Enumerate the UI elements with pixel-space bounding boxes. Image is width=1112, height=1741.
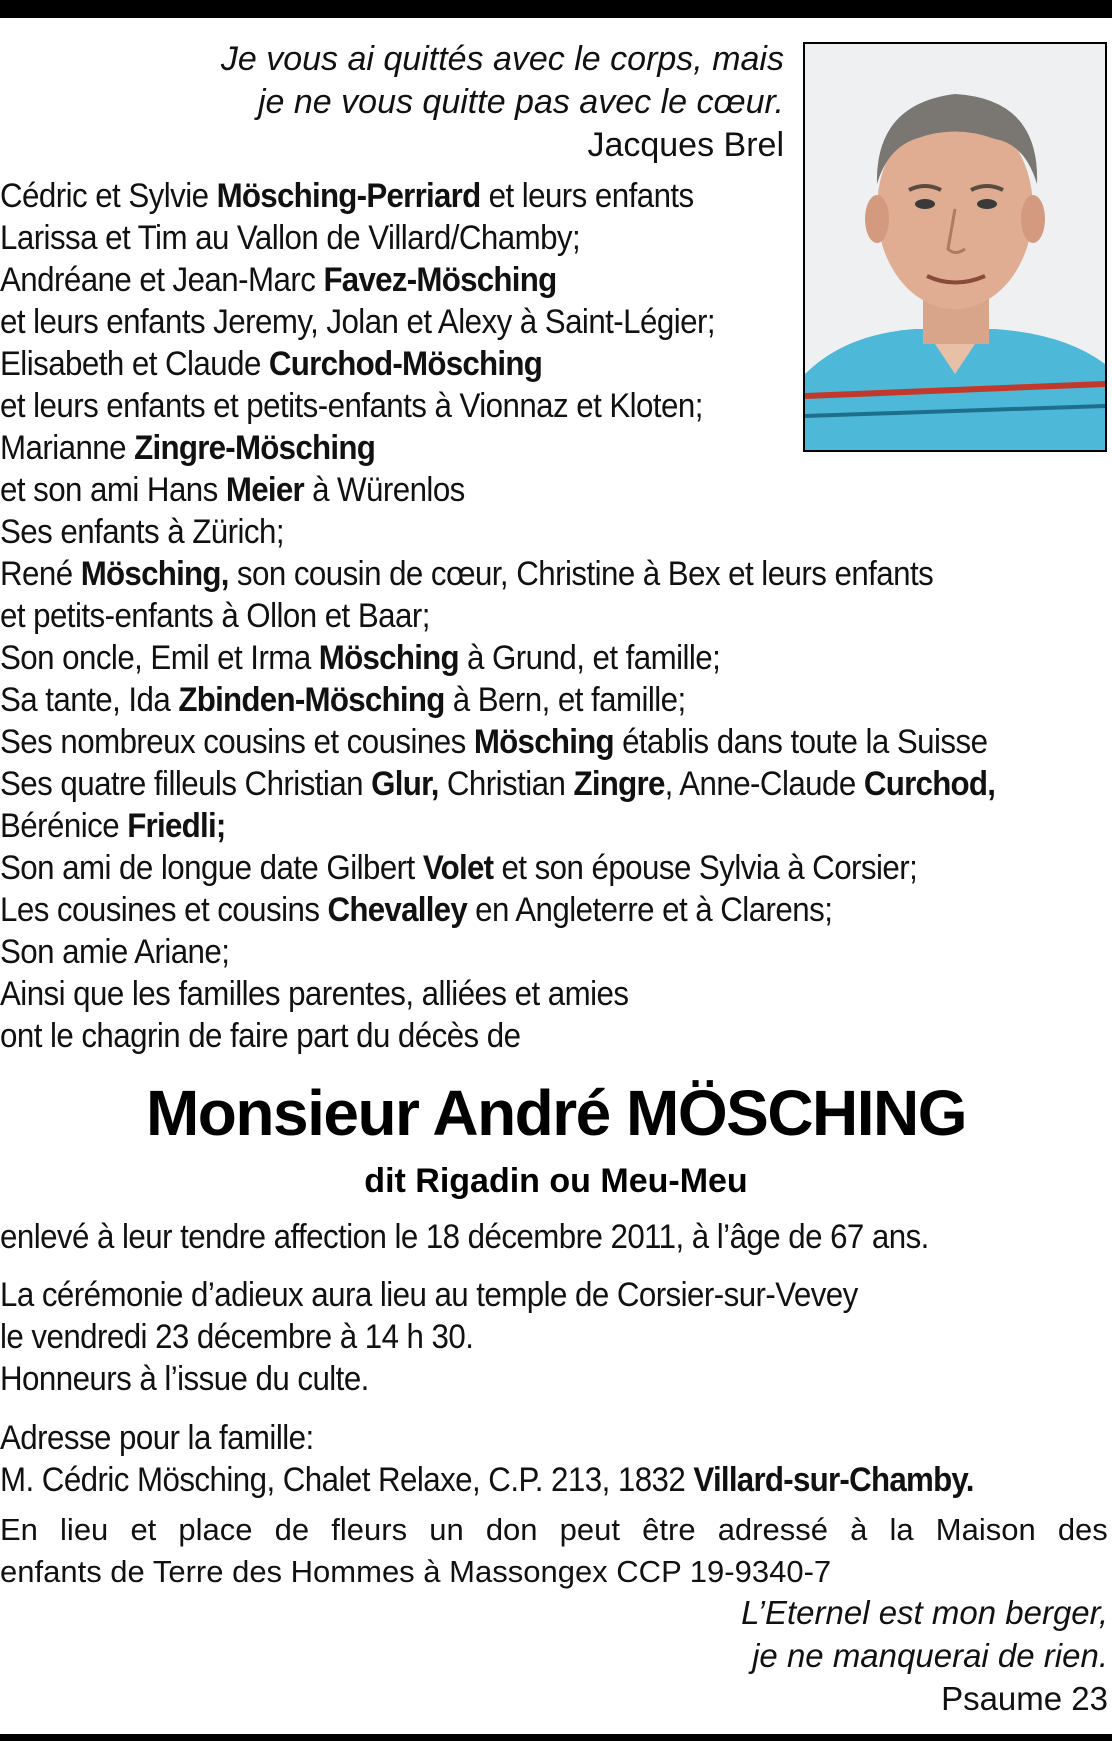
family-name-bold: Mösching [318, 639, 459, 677]
donation-block [0, 1509, 1108, 1593]
family-name-bold: Mösching-Perriard [216, 177, 481, 215]
family-text: Bérénice [0, 807, 128, 845]
family-name-bold: Zingre [573, 765, 665, 803]
family-line [0, 973, 1023, 1015]
ceremony-line: le vendredi 23 décembre à 14 h 30. [0, 1318, 474, 1356]
family-line [0, 763, 1023, 805]
address-block [0, 1417, 974, 1501]
family-text: Christian [438, 765, 574, 803]
family-name-bold: Glur, [371, 765, 439, 803]
death-notice [0, 1216, 929, 1258]
family-line [0, 343, 1023, 385]
quote-author: Jacques Brel [587, 126, 784, 164]
family-text: Sa tante, Ida [0, 681, 179, 719]
family-name-bold: Volet [422, 849, 494, 887]
address-label: Adresse pour la famille: [0, 1419, 314, 1457]
family-text: Larissa et Tim au Vallon de Villard/Chamby; [0, 219, 581, 257]
family-line [0, 805, 1023, 847]
quote-line: je ne vous quitte pas avec le cœur. [257, 83, 784, 121]
family-text: son cousin de cœur, Christine à Bex et leurs enfants [228, 555, 934, 593]
family-text: Son amie Ariane; [0, 933, 230, 971]
family-text: en Angleterre et à Clarens; [466, 891, 833, 929]
donation-line: enfants de Terre des Hommes à Massongex CCP 19-9340-7 [0, 1554, 832, 1589]
address-street: M. Cédric Mösching, Chalet Relaxe, C.P. 213, 1832 [0, 1461, 694, 1499]
family-text: Son oncle, Emil et Irma [0, 639, 319, 677]
donation-word: à [850, 1512, 868, 1547]
family-name-bold: Chevalley [327, 891, 467, 929]
family-text: Ainsi que les familles parentes, alliées et amies [0, 975, 629, 1013]
address-line [0, 1459, 974, 1501]
family-text: ont le chagrin de faire part du décès de [0, 1017, 521, 1055]
family-line [0, 637, 1023, 679]
donation-line [0, 1509, 1108, 1551]
family-name-bold: Mösching, [80, 555, 229, 593]
family-text: Les cousines et cousins [0, 891, 328, 929]
family-name-bold: Favez-Mösching [323, 261, 557, 299]
family-text: et leurs enfants [480, 177, 694, 215]
donation-word: la [889, 1512, 914, 1547]
top-rule [0, 0, 1112, 18]
family-line [0, 1015, 1023, 1057]
family-name-bold: Curchod, [863, 765, 996, 803]
family-text: Andréane et Jean-Marc [0, 261, 324, 299]
family-line [0, 679, 1023, 721]
closing-quote [500, 1591, 1108, 1720]
family-line [0, 427, 1023, 469]
donation-word: peut [559, 1512, 621, 1547]
family-line [0, 931, 1023, 973]
ceremony-line: La cérémonie d’adieux aura lieu au temple de Corsier-sur-Vevey [0, 1276, 858, 1314]
donation-word: don [485, 1512, 538, 1547]
family-line [0, 553, 1023, 595]
family-line [0, 889, 1023, 931]
donation-word: place [178, 1512, 253, 1547]
family-line [0, 385, 1023, 427]
family-line [0, 217, 1023, 259]
deceased-nickname: dit Rigadin ou Meu-Meu [364, 1162, 748, 1200]
family-text: et leurs enfants et petits-enfants à Vionnaz et Kloten; [0, 387, 703, 425]
family-text: Elisabeth et Claude [0, 345, 269, 383]
family-name-bold: Meier [225, 471, 304, 509]
quote-line: Je vous ai quittés avec le corps, mais [220, 40, 784, 78]
family-name-bold: Zbinden-Mösching [178, 681, 445, 719]
family-text: Cédric et Sylvie [0, 177, 217, 215]
family-line [0, 847, 1023, 889]
family-name-bold: Mösching [473, 723, 614, 761]
donation-word: des [1057, 1512, 1108, 1547]
family-text: à Bern, et famille; [444, 681, 686, 719]
family-name-bold: Friedli; [127, 807, 226, 845]
death-notice-text: enlevé à leur tendre affection le 18 décembre 2011, à l’âge de 67 ans. [0, 1218, 929, 1256]
donation-word: En [0, 1512, 38, 1547]
family-text: Son ami de longue date Gilbert [0, 849, 423, 887]
family-line [0, 595, 1023, 637]
family-text: Ses enfants à Zürich; [0, 513, 284, 551]
family-name-bold: Zingre-Mösching [134, 429, 376, 467]
family-line [0, 175, 1023, 217]
family-list [0, 175, 1023, 1057]
family-text: et son épouse Sylvia à Corsier; [493, 849, 918, 887]
family-text: René [0, 555, 81, 593]
family-text: établis dans toute la Suisse [613, 723, 988, 761]
family-name-bold: Curchod-Mösching [268, 345, 543, 383]
ceremony-block [0, 1274, 858, 1400]
donation-word: adressé [717, 1512, 828, 1547]
bottom-rule [0, 1734, 1112, 1741]
donation-word: et [130, 1512, 157, 1547]
family-text: à Würenlos [303, 471, 465, 509]
donation-word: être [642, 1512, 696, 1547]
family-line [0, 259, 1023, 301]
quote-author: Psaume 23 [941, 1680, 1108, 1717]
family-line [0, 469, 1023, 511]
family-line [0, 511, 1023, 553]
family-text: Ses quatre filleuls Christian [0, 765, 372, 803]
opening-quote [150, 38, 784, 167]
family-text: et son ami Hans [0, 471, 226, 509]
donation-word: fleurs [331, 1512, 408, 1547]
family-line [0, 721, 1023, 763]
family-text: et leurs enfants Jeremy, Jolan et Alexy à Saint-Légier; [0, 303, 715, 341]
family-text: à Grund, et famille; [458, 639, 721, 677]
donation-word: de [274, 1512, 310, 1547]
deceased-name: Monsieur André MÖSCHING [145, 1077, 967, 1149]
family-text: et petits-enfants à Ollon et Baar; [0, 597, 430, 635]
family-text: Ses nombreux cousins et cousines [0, 723, 474, 761]
address-town: Villard-sur-Chamby. [693, 1461, 974, 1499]
ceremony-line: Honneurs à l’issue du culte. [0, 1360, 369, 1398]
family-text: Marianne [0, 429, 135, 467]
family-text: , Anne-Claude [664, 765, 864, 803]
donation-word: un [429, 1512, 464, 1547]
donation-word: Maison [935, 1512, 1036, 1547]
quote-line: je ne manquerai de rien. [752, 1637, 1108, 1674]
family-line [0, 301, 1023, 343]
donation-word: lieu [60, 1512, 109, 1547]
quote-line: L’Eternel est mon berger, [741, 1594, 1108, 1631]
